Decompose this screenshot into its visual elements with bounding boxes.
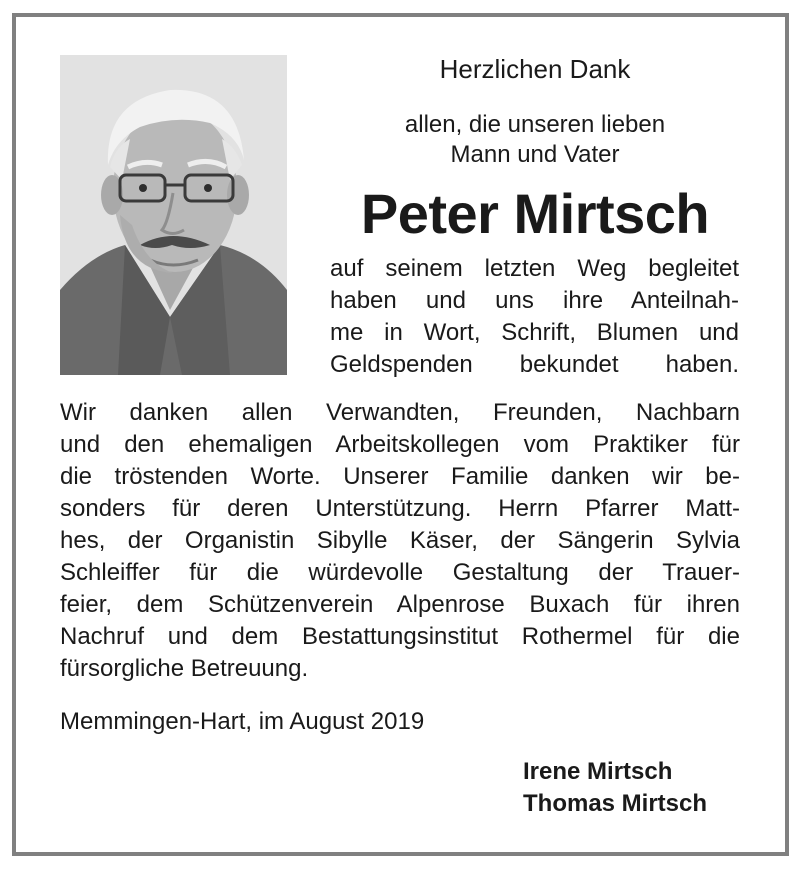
body-text-line: Wir danken allen Verwandten, Freunden, Nachbarn: [60, 399, 740, 426]
intro-line: allen, die unseren lieben: [404, 111, 666, 138]
body-text-line: sonders für deren Unterstützung. Herrn Pfarrer Matt-: [60, 495, 740, 522]
notice-heading: Herzlichen Dank: [439, 54, 631, 84]
intro-line: Mann und Vater: [450, 141, 620, 168]
side-text-line: Geldspenden bekundet haben.: [330, 351, 739, 378]
body-text-line: Nachruf und dem Bestattungsinstitut Rothermel für die: [60, 623, 740, 650]
body-text-line: hes, der Organistin Sibylle Käser, der Sängerin Sylvia: [60, 527, 740, 554]
body-text-line: fürsorgliche Betreuung.: [60, 655, 309, 682]
signature-name: Irene Mirtsch: [523, 758, 673, 785]
deceased-name: Peter Mirtsch: [360, 182, 710, 245]
body-text-line: und den ehemaligen Arbeitskollegen vom Praktiker für: [60, 431, 740, 458]
signature-name: Thomas Mirtsch: [523, 790, 708, 817]
body-text-line: Schleiffer für die würdevolle Gestaltung der Trauer-: [60, 559, 740, 586]
portrait-photo: [60, 55, 287, 375]
body-text-line: feier, dem Schützenverein Alpenrose Buxach für ihren: [60, 591, 740, 618]
side-text-line: auf seinem letzten Weg begleitet: [330, 255, 739, 282]
side-text-line: me in Wort, Schrift, Blumen und: [330, 319, 739, 346]
body-text-line: die tröstenden Worte. Unserer Familie danken wir be-: [60, 463, 740, 490]
place-date: Memmingen-Hart, im August 2019: [60, 708, 425, 735]
side-text-line: haben und uns ihre Anteilnah-: [330, 287, 739, 314]
